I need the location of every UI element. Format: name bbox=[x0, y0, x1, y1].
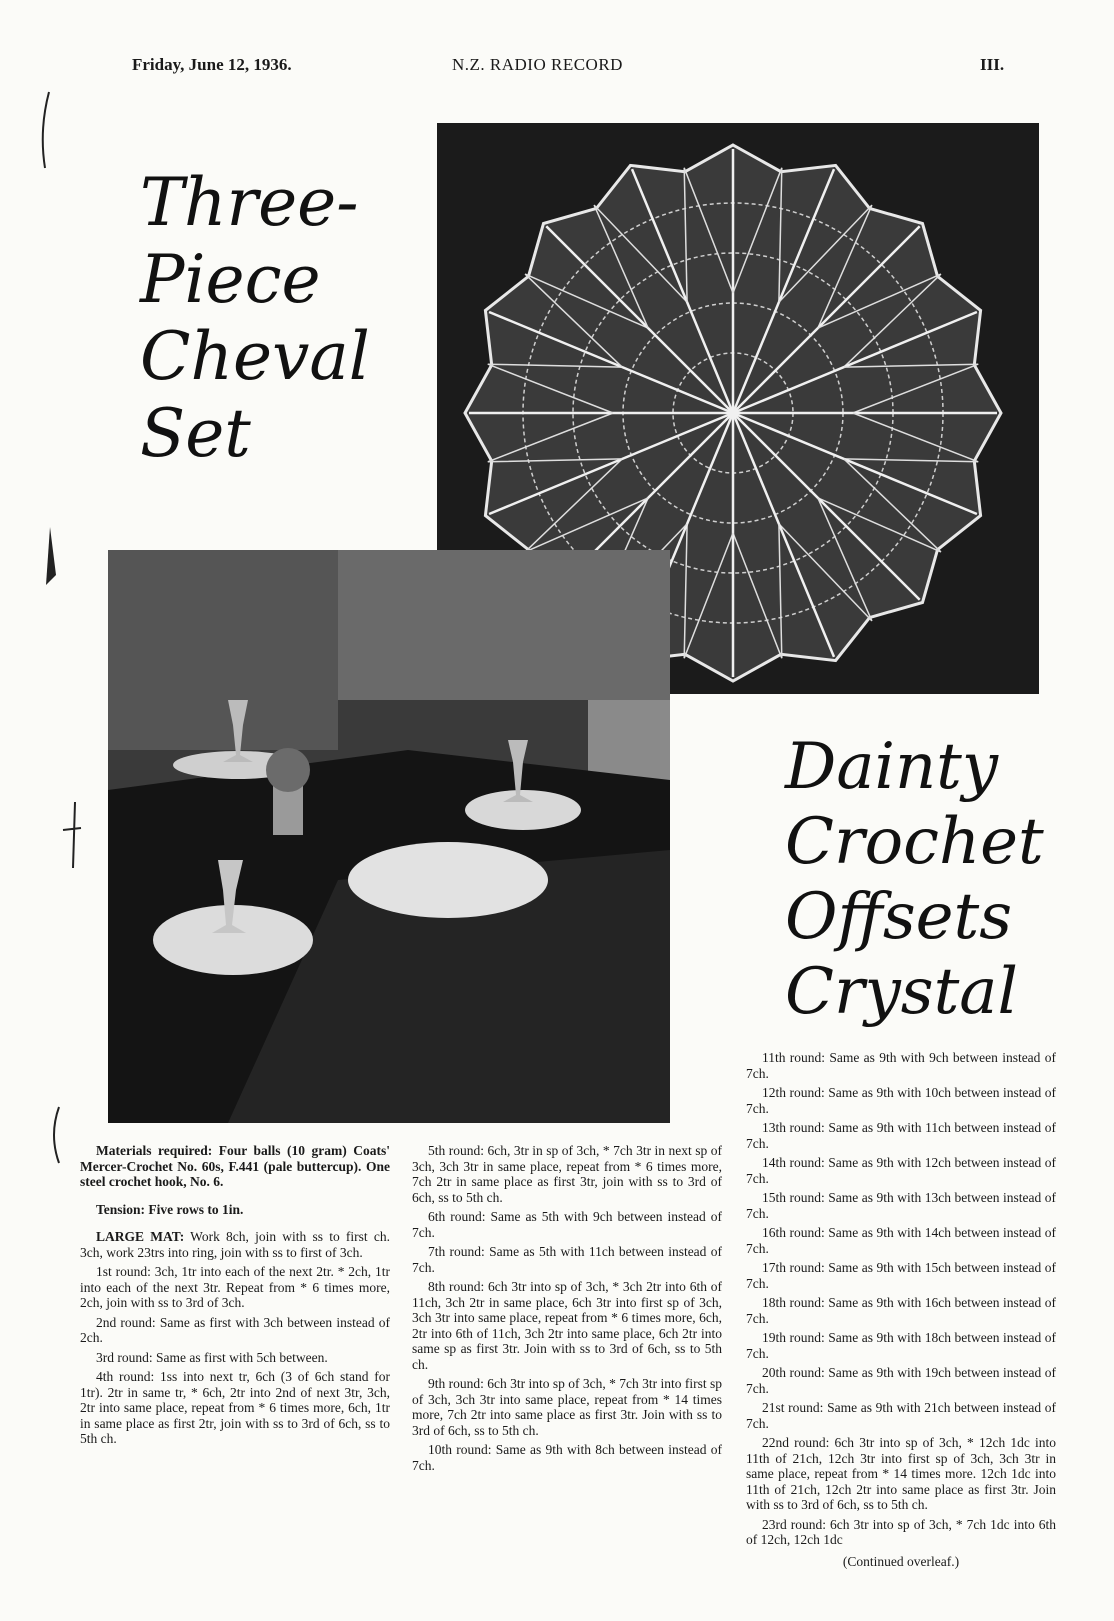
room-image bbox=[108, 550, 670, 1123]
round-2: 2nd round: Same as first with 3ch between instead of 2ch. bbox=[80, 1314, 390, 1345]
round-9: 9th round: 6ch 3tr into sp of 3ch, * 7ch 3tr into first sp of 3ch, 3ch 3tr into same place, repeat from * 14 times more, 7ch 2tr into same place as first 3tr. Join with ss to 3rd of 6ch, ss to 5th ch. bbox=[412, 1376, 722, 1438]
header-date: Friday, June 12, 1936. bbox=[132, 55, 292, 74]
round-11: 11th round: Same as 9th with 9ch between instead of 7ch. bbox=[746, 1050, 1056, 1081]
title2-line3: Offsets bbox=[785, 880, 1013, 954]
round-5: 5th round: 6ch, 3tr in sp of 3ch, * 7ch 3tr in next sp of 3ch, 3ch 3tr in same place, repeat from * 6 times more, 7ch 2tr in same place as first 3tr, join with ss to 3rd of 6ch, ss to 5th ch. bbox=[412, 1143, 722, 1205]
round-21: 21st round: Same as 9th with 21ch between instead of 7ch. bbox=[746, 1400, 1056, 1431]
article-column-middle bbox=[412, 1143, 722, 1477]
margin-mark-cross bbox=[55, 800, 85, 870]
round-6: 6th round: Same as 5th with 9ch between instead of 7ch. bbox=[412, 1209, 722, 1240]
round-15: 15th round: Same as 9th with 13ch between instead of 7ch. bbox=[746, 1190, 1056, 1221]
round-3: 3rd round: Same as first with 5ch between. bbox=[96, 1349, 328, 1365]
round-16: 16th round: Same as 9th with 14ch between instead of 7ch. bbox=[746, 1225, 1056, 1256]
round-7: 7th round: Same as 5th with 11ch between instead of 7ch. bbox=[412, 1244, 722, 1275]
title-three-piece-cheval-set bbox=[140, 164, 370, 478]
round-13: 13th round: Same as 9th with 11ch between instead of 7ch. bbox=[746, 1120, 1056, 1151]
dressing-table-photo bbox=[108, 550, 670, 1123]
title1-line1: Three- bbox=[140, 164, 359, 241]
round-12: 12th round: Same as 9th with 10ch between instead of 7ch. bbox=[746, 1085, 1056, 1116]
margin-mark-mid bbox=[40, 525, 64, 595]
title2-line2: Crochet bbox=[785, 805, 1044, 879]
materials-paragraph: Materials required: Four balls (10 gram) Coats' Mercer-Crochet No. 60s, F.441 (pale buttercup). One steel crochet hook, No. 6. bbox=[80, 1143, 390, 1189]
round-8: 8th round: 6ch 3tr into sp of 3ch, * 3ch 2tr into 6th of 11ch, 3ch 2tr in same place, 6ch 3tr into first sp of 3ch, 3ch 3tr into same place, repeat from * 6 times more, 6ch, 2tr into 6th of 11ch, 3ch 2tr into same place, 6ch 2tr into same sp as first 3tr. Join with ss to 3rd of 6ch, ss to 5th ch. bbox=[412, 1279, 722, 1372]
title-dainty-crochet-offsets-crystal bbox=[785, 730, 1044, 1035]
article-column-left bbox=[80, 1143, 390, 1451]
title1-line2: Piece bbox=[140, 241, 321, 318]
round-23: 23rd round: 6ch 3tr into sp of 3ch, * 7ch 1dc into 6th of 12ch, 12ch 1dc bbox=[746, 1516, 1056, 1547]
header-page-number: III. bbox=[980, 55, 1005, 74]
margin-mark-top bbox=[35, 90, 55, 170]
round-20: 20th round: Same as 9th with 19ch between instead of 7ch. bbox=[746, 1365, 1056, 1396]
title2-line1: Dainty bbox=[785, 730, 999, 804]
round-10: 10th round: Same as 9th with 8ch between instead of 7ch. bbox=[412, 1442, 722, 1473]
round-1: 1st round: 3ch, 1tr into each of the next 2tr. * 2ch, 1tr into each of the next 3tr. Repeat from * 6 times more, 2ch, join with ss to 3rd of 3ch. bbox=[80, 1264, 390, 1310]
continued-note: (Continued overleaf.) bbox=[842, 1553, 960, 1569]
header-publication: N.Z. RADIO RECORD bbox=[452, 55, 623, 74]
round-22: 22nd round: 6ch 3tr into sp of 3ch, * 12ch 1dc into 11th of 21ch, 12ch 3tr into first sp of 3ch, 3ch 3tr in same place, repeat from * 14 times more. 12ch 1dc into 11th of 21ch, 12ch 2tr into same place as first 3tr. Join with ss to 3rd of 6ch, ss to 5th ch. bbox=[746, 1435, 1056, 1512]
round-4: 4th round: 1ss into next tr, 6ch (3 of 6ch stand for 1tr). 2tr in same tr, * 6ch, 2tr into 2nd of next 3tr, 3ch, 2tr into same place, repeat from * 6 times more, 6ch, 1tr in same place as first 2tr, join with ss to 3rd of 6ch, ss to 5th ch. bbox=[80, 1369, 390, 1446]
large-mat-text: Work 8ch, join with ss to first ch. 3ch, work 23trs into ring, join with ss to first of 3ch. bbox=[80, 1229, 390, 1260]
title1-line4: Set bbox=[140, 395, 251, 472]
tension-paragraph: Tension: Five rows to 1in. bbox=[96, 1201, 244, 1217]
round-18: 18th round: Same as 9th with 16ch between instead of 7ch. bbox=[746, 1295, 1056, 1326]
round-19: 19th round: Same as 9th with 18ch between instead of 7ch. bbox=[746, 1330, 1056, 1361]
title2-line4: Crystal bbox=[785, 955, 1018, 1029]
round-17: 17th round: Same as 9th with 15ch between instead of 7ch. bbox=[746, 1260, 1056, 1291]
article-column-right bbox=[746, 1050, 1056, 1573]
margin-mark-low bbox=[45, 1105, 65, 1165]
large-mat-label: LARGE MAT: bbox=[96, 1229, 185, 1244]
round-14: 14th round: Same as 9th with 12ch between instead of 7ch. bbox=[746, 1155, 1056, 1186]
title1-line3: Cheval bbox=[140, 318, 370, 395]
large-mat-paragraph bbox=[80, 1229, 390, 1260]
